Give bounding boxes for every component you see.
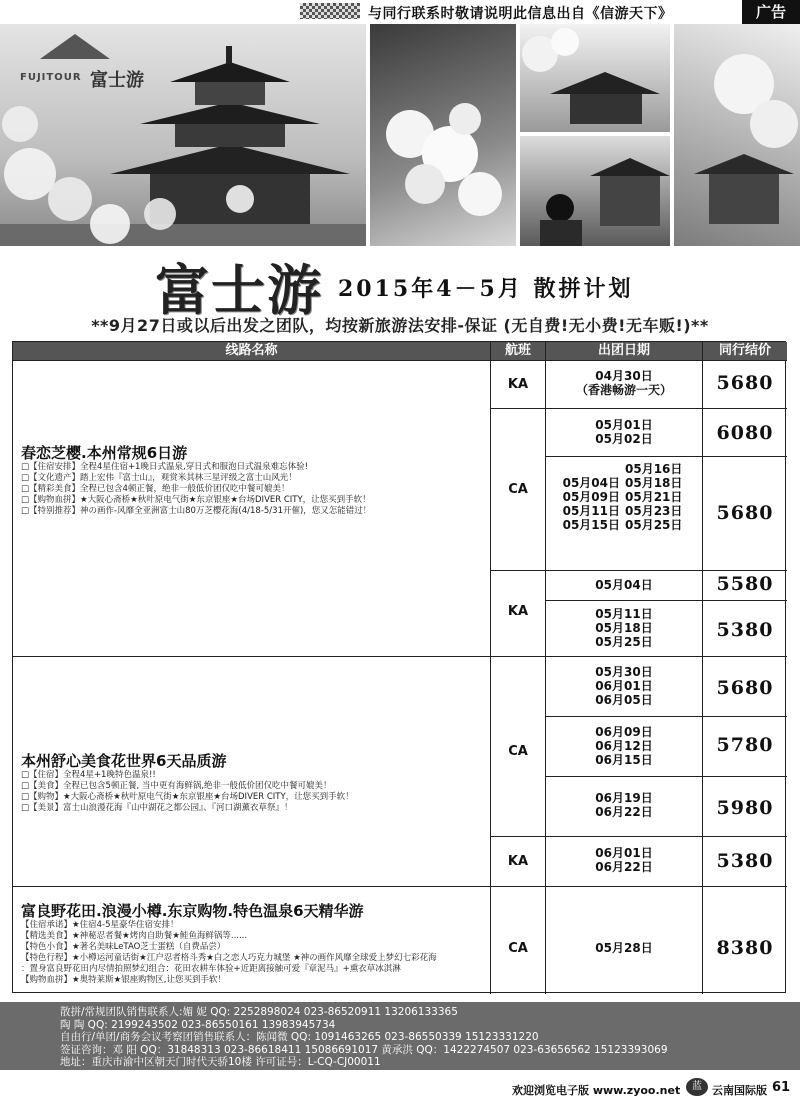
date: 06月22日 <box>595 805 653 819</box>
header-airline: 航班 <box>491 342 545 360</box>
price-cell: 5680 <box>716 677 774 699</box>
route-1-line: □【精彩美食】全程已包含4顿正餐，绝非一般低价团仅吃中餐可媲美！ <box>21 484 290 494</box>
logo-text: FUJITOUR <box>20 72 82 83</box>
route-1-line: □【住宿安排】全程4星住宿+1晚日式温泉,穿日式和服泡日式温泉难忘体验! <box>21 462 309 472</box>
blossom-photo <box>370 24 516 246</box>
contact-line: 地址：重庆市渝中区朝天门时代天骄10楼 许可证号：L-CQ-CJ00011 <box>60 1056 381 1068</box>
divider <box>490 570 787 571</box>
price-cell: 6080 <box>716 422 774 444</box>
date-cell <box>546 578 702 592</box>
contact-line: 散拼/常规团队销售联系人:媚 妮 QQ: 2252898024 023-86520911 13206133365 <box>60 1006 458 1018</box>
date: 05月18日 <box>625 476 683 490</box>
divider <box>490 836 787 837</box>
date-cell <box>546 665 702 707</box>
divider <box>545 716 787 717</box>
price-cell: 5680 <box>716 372 774 394</box>
divider <box>13 656 787 657</box>
edition-label: 云南国际版 <box>712 1084 767 1097</box>
date: 06月12日 <box>595 739 653 753</box>
airline-code: CA <box>508 482 528 497</box>
route-2-line: □【购物】★大阪心斋桥★秋叶原电气街★东京银座★台场DIVER CITY，让您买到手软！ <box>21 792 354 802</box>
price-cell: 5680 <box>716 502 774 524</box>
date: 05月01日 <box>595 418 653 432</box>
airline-code: KA <box>507 604 529 619</box>
price-cell: 5980 <box>716 797 774 819</box>
date: 05月16日 <box>625 462 683 476</box>
date-cell <box>546 791 702 819</box>
date: 05月04日 <box>562 476 620 490</box>
policy-notice: **9月27日或以后出发之团队，均按新旅游法安排-保证 (无自费!无小费!无车贩!)** <box>91 316 709 335</box>
checker-decoration <box>300 3 360 19</box>
header-dates: 出团日期 <box>546 342 702 360</box>
page-number: 61 <box>772 1080 791 1095</box>
date: 05月28日 <box>595 941 653 955</box>
bottom-bar <box>0 1072 800 1100</box>
header-route: 线路名称 <box>13 342 490 360</box>
divider <box>545 776 787 777</box>
pagoda-illustration <box>0 24 366 246</box>
route-1-line: □【特别推荐】神の画作-风靡全亚洲富士山80万芝樱花海(4/18-5/31开催)，您又怎能错过！ <box>21 506 372 516</box>
airline-code: CA <box>508 941 528 956</box>
contact-footer <box>0 1002 800 1070</box>
route-1-line: □【文化遗产】踏上宏伟『富士山』，观赏米其林三星评级之富士山风光！ <box>21 473 297 483</box>
contact-lines <box>60 1006 668 1069</box>
date-cell <box>546 369 702 397</box>
date: 05月23日 <box>625 504 683 518</box>
route-3-details <box>21 920 437 986</box>
route-1-title: 春恋芝樱.本州常规6日游 <box>21 444 188 462</box>
route-2-line: □【美食】全程已包含5顿正餐, 当中更有海鲜锅,绝非一般低价团仅吃中餐可媲美！ <box>21 781 332 791</box>
contact-line: 签证咨询：邓 阳 QQ：31848313 023-86618411 15086691017 黄承洪 QQ：1422274507 023-63656562 15123393069 <box>60 1043 668 1056</box>
date: 06月22日 <box>595 860 653 874</box>
page-title: 富士游 <box>155 258 323 322</box>
price-cell: 5380 <box>716 619 774 641</box>
divider <box>545 456 787 457</box>
date-cell <box>546 725 702 767</box>
date: 05月11日 <box>595 607 653 621</box>
temple-photo-top <box>520 24 670 132</box>
date-cell <box>546 468 620 532</box>
route-3-line: ：置身富良野花田内尽情拍照梦幻组合：花田农耕车体验+近距离接触可爱『章泥马』+熏衣草冰淇淋 <box>21 964 401 974</box>
route-2-line: □【美景】富士山浪漫花海『山中湖花之都公园』、『河口湖薰衣草祭』！ <box>21 803 293 813</box>
route-2-line: □【住宿】全程4星+1晚特色温泉!! <box>21 770 156 780</box>
ad-label: 广告 <box>742 0 800 24</box>
airline-code: KA <box>507 854 529 869</box>
airline-code: CA <box>508 744 528 759</box>
price-cell: 5380 <box>716 850 774 872</box>
page-subtitle: 2015年4－5月 散拼计划 <box>338 276 634 302</box>
route-3-line: 【特色小食】★著名美味LeTAO芝士蛋糕（自费品尝） <box>21 942 226 952</box>
date: 05月04日 <box>595 578 653 592</box>
blossom-illustration <box>370 24 516 246</box>
price-cell: 5580 <box>716 573 774 595</box>
date: 05月30日 <box>595 665 653 679</box>
title-block <box>0 246 800 322</box>
shrine-illustration <box>674 24 800 246</box>
date: 05月11日 <box>562 504 620 518</box>
date: 05月25日 <box>625 518 683 532</box>
route-1-line: □【购物血拼】★大阪心斋桥★秋叶原电气街★东京银座★台场DIVER CITY，让您买到手软！ <box>21 495 371 505</box>
price-cell: 8380 <box>716 937 774 959</box>
airline-code: KA <box>507 377 529 392</box>
date: 05月18日 <box>595 621 653 635</box>
route-2-details <box>21 770 354 814</box>
price-cell: 5780 <box>716 734 774 756</box>
header-price: 同行结价 <box>703 342 787 360</box>
divider <box>490 342 491 994</box>
logo-cn: 富士游 <box>90 70 144 91</box>
route-3-line: 【精选美食】★神秘忍者餐★烤肉自助餐★鲑鱼海鲜锅等...... <box>21 931 248 941</box>
edition-badge-icon: 蓝 <box>686 1078 708 1096</box>
date: 06月01日 <box>595 846 653 860</box>
kimono-illustration <box>520 136 670 246</box>
route-3-title: 富良野花田.浪漫小樽.东京购物.特色温泉6天精华游 <box>21 902 364 920</box>
top-notice: 与同行联系时敬请说明此信息出自《信游天下》 <box>368 6 673 22</box>
date: 06月19日 <box>595 791 653 805</box>
photo-banner <box>0 24 800 246</box>
date: 05月25日 <box>595 635 653 649</box>
date: 05月02日 <box>595 432 653 446</box>
route-3-line: 【特色行程】★小樽运河童话街★江户忍者格斗秀★白之恋人巧克力城堡 ★神の画作风靡全球爱上梦幻七彩花海 <box>21 953 437 963</box>
pagoda-photo <box>0 24 366 246</box>
date: 06月15日 <box>595 753 653 767</box>
date-cell <box>625 462 699 532</box>
contact-line: 自由行/单团/商务会议考察团销售联系人：陈闻微 QQ: 1091463265 023-86550339 15123331220 <box>60 1031 539 1043</box>
shrine-photo <box>674 24 800 246</box>
route-1-details <box>21 462 371 517</box>
date: 06月09日 <box>595 725 653 739</box>
date-cell <box>546 607 702 649</box>
top-strip <box>0 0 800 24</box>
kimono-photo <box>520 136 670 246</box>
contact-line: 陶 陶 QQ: 2199243502 023-86550161 13983945734 <box>60 1018 336 1031</box>
date-cell <box>546 846 702 874</box>
divider <box>13 360 787 361</box>
divider <box>545 600 787 601</box>
date-note: （香港畅游一天） <box>575 383 672 397</box>
price-table <box>12 341 786 993</box>
date: 06月01日 <box>595 679 653 693</box>
divider <box>13 886 787 887</box>
route-3-line: 【住宿承诺】★住宿4-5星豪华住宿安排！ <box>21 920 179 930</box>
date-cell <box>546 418 702 446</box>
route-2-title: 本州舒心美食花世界6天品质游 <box>21 752 227 770</box>
date: 05月21日 <box>625 490 683 504</box>
website-link[interactable]: 欢迎浏览电子版 www.zyoo.net <box>512 1084 681 1097</box>
date: 04月30日 <box>595 369 653 383</box>
divider <box>490 408 787 409</box>
route-3-line: 【购物血拼】★奥特莱斯★银座购物区,让您买到手软！ <box>21 975 226 985</box>
date: 06月05日 <box>595 693 653 707</box>
date: 05月09日 <box>562 490 620 504</box>
date: 05月15日 <box>562 518 620 532</box>
date-cell <box>546 941 702 955</box>
temple-illustration <box>520 24 670 132</box>
